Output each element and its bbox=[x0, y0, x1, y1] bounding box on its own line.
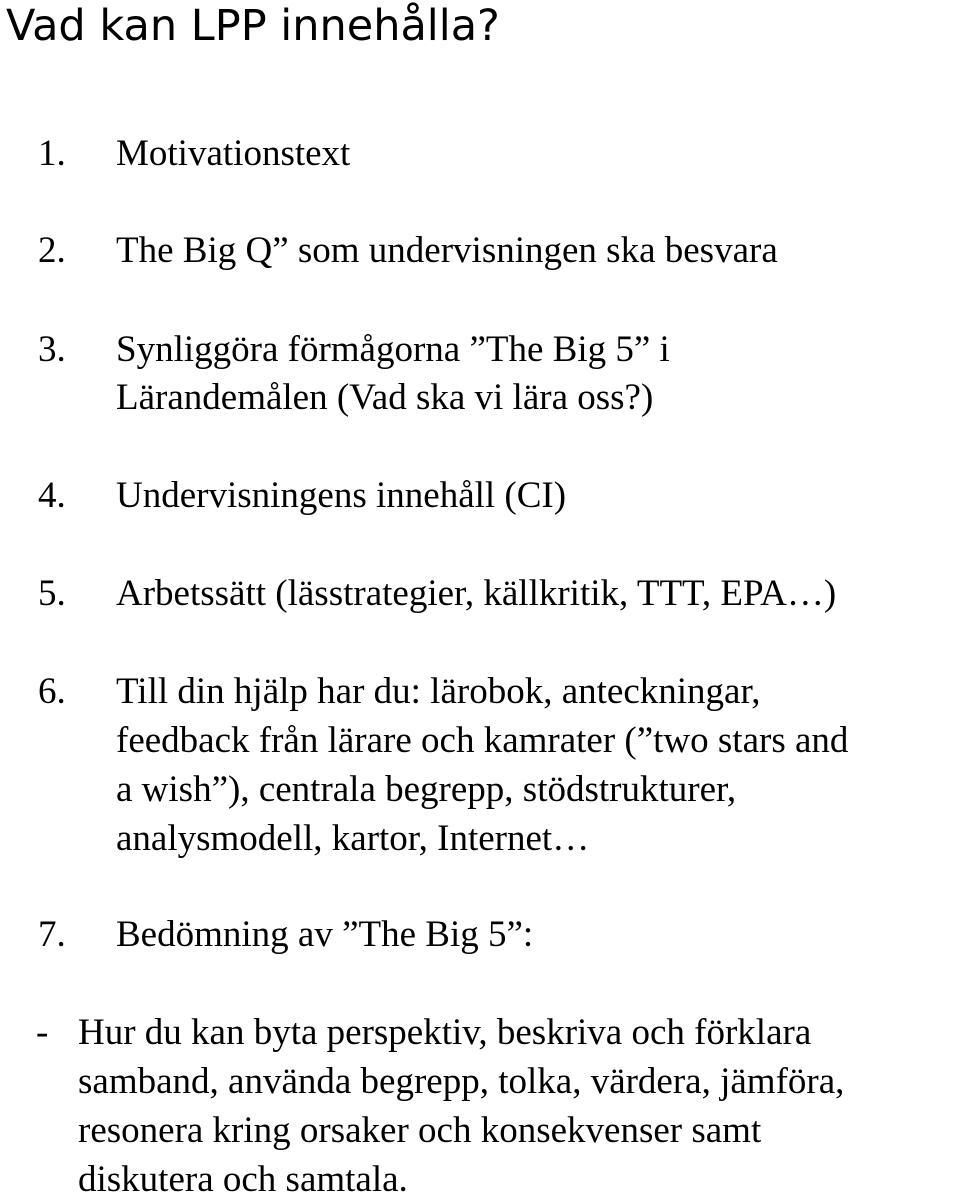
list-item-text: analysmodell, kartor, Internet… bbox=[116, 818, 590, 859]
list-item-text: feedback från lärare och kamrater (”two stars and bbox=[116, 720, 849, 761]
list-item-number: 6. bbox=[38, 671, 66, 712]
page-title: Vad kan LPP innehålla? bbox=[6, 1, 500, 51]
list-item-number: 2. bbox=[38, 230, 66, 271]
list-item-number: 3. bbox=[38, 329, 66, 370]
dash-marker: - bbox=[36, 1012, 49, 1053]
list-item-text: Undervisningens innehåll (CI) bbox=[116, 475, 567, 516]
list-item-text: Synliggöra förmågorna ”The Big 5” i bbox=[116, 329, 670, 370]
assessment-text: Hur du kan byta perspektiv, beskriva och förklara bbox=[78, 1012, 812, 1053]
list-item-number: 4. bbox=[38, 475, 66, 516]
list-item-text: The Big Q” som undervisningen ska besvara bbox=[116, 230, 778, 271]
list-item-number: 7. bbox=[38, 914, 66, 955]
assessment-text: diskutera och samtala. bbox=[78, 1159, 408, 1200]
assessment-text: samband, använda begrepp, tolka, värdera, jämföra, bbox=[78, 1061, 845, 1102]
list-item-number: 5. bbox=[38, 573, 66, 614]
list-item-text: Motivationstext bbox=[116, 133, 351, 174]
list-item-text: Arbetssätt (lässtrategier, källkritik, TTT, EPA…) bbox=[116, 573, 837, 614]
list-item-text: a wish”), centrala begrepp, stödstrukturer, bbox=[116, 769, 737, 810]
list-item-text: Lärandemålen (Vad ska vi lära oss?) bbox=[116, 377, 654, 418]
assessment-text: resonera kring orsaker och konsekvenser samt bbox=[78, 1110, 762, 1151]
list-item-text: Bedömning av ”The Big 5”: bbox=[116, 914, 534, 955]
list-item-text: Till din hjälp har du: lärobok, anteckningar, bbox=[116, 671, 761, 712]
list-item-number: 1. bbox=[38, 133, 66, 174]
